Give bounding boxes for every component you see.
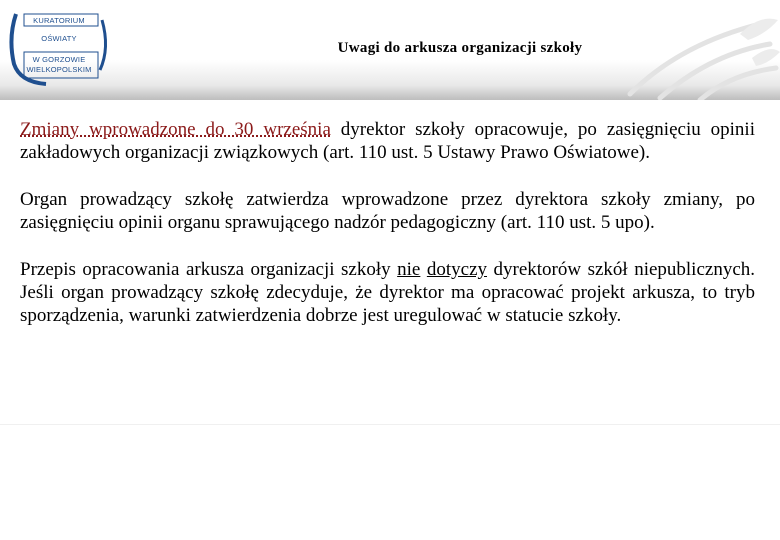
logo-line-3: W GORZOWIE [32,55,86,64]
highlighted-phrase: Zmiany wprowadzone do 30 września [20,119,331,140]
underlined-word-nie: nie [397,259,421,280]
logo-line-2: OŚWIATY [41,34,77,43]
decorative-swirl-icon [620,14,780,100]
lower-divider [0,424,780,425]
content-area [20,118,755,351]
logo-line-1: KURATORIUM [33,16,85,25]
header-band [0,0,780,100]
kuratorium-logo [6,8,112,88]
underlined-word-dotyczy: dotyczy [426,259,488,280]
paragraph-nonpublic [20,258,755,327]
paragraph-nonpublic-start: Przepis opracowania arkusza organizacji szkoły [20,259,398,280]
logo-line-4: WIELKOPOLSKIM [26,65,92,74]
paragraph-changes-text: dyrektor szkoły opracowuje, po zasięgnięciu opinii zakładowych organizacji związkowych (art. 110 ust. 5 Ustawy Prawo Oświatowe). [20,119,755,163]
paragraph-changes [20,118,755,164]
page-title: Uwagi do arkusza organizacji szkoły [337,40,583,56]
paragraph-nonpublic-end: dyrektorów szkół niepublicznych. Jeśli organ prowadzący szkołę zdecyduje, że dyrektor ma opracować projekt arkusza, to tryb sporządzenia, warunki zatwierdzenia dobrze jest uregulować w statucie szkoły. [20,259,756,326]
paragraph-approval: Organ prowadzący szkołę zatwierdza wprowadzone przez dyrektora szkoły zmiany, po zasięgnięciu opinii organu sprawującego nadzór pedagogiczny (art. 110 ust. 5 upo). [20,189,755,233]
